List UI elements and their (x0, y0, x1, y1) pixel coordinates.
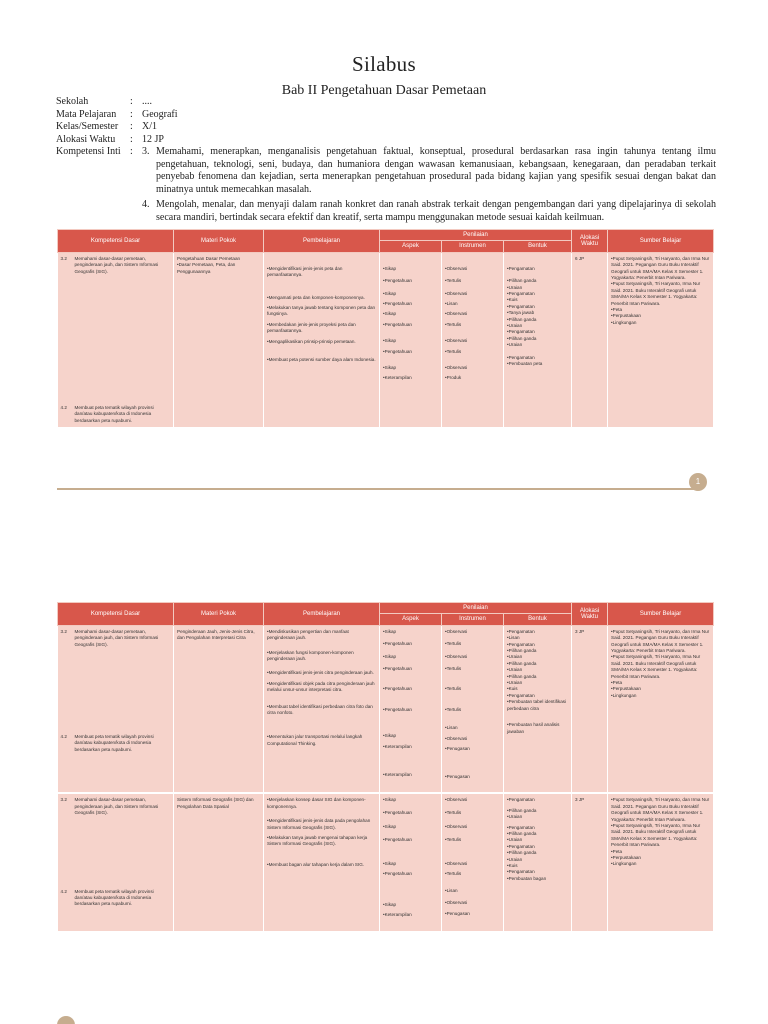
header-sumber-belajar: Sumber Belajar (608, 230, 714, 253)
header-instrumen: Instrumen (442, 241, 504, 252)
identity-block (56, 96, 716, 224)
table-row (58, 625, 714, 793)
cell-bentuk: • Pengamatan • Pilihan ganda • Uraian • Pengamatan • Kuis • Pengamatan • Tanya jawab • Pilihan ganda • Uraian • Pengamatan • Pilihan ganda • Uraian • Pengamatan • Pembuatan peta (504, 252, 572, 427)
header-bentuk: Bentuk (504, 614, 572, 625)
page-number-badge-partial (57, 1016, 75, 1024)
cell-sumber-belajar: • Puput Setyaningsih, Tri Haryanto, dan Irma Nur Said. 2021. Pegangan Guru Buku Interaktif Geografi untuk SMA/MA Kelas X Semester 1. Yogyakarta: Penerbit Intan Pariwara. • Puput Setyaningsih, Tri Haryanto, Irma Nur Said. 2021. Buku Interaktif Geografi untuk SMA/MA Kelas X Semester 1. Yogyakarta: Penerbit Intan Pariwara. • Peta • Perpustakaan • Lingkungan (608, 793, 714, 931)
header-penilaian: Penilaian (380, 603, 572, 614)
header-aspek: Aspek (380, 241, 442, 252)
meta-row-kelas: Kelas/Semester : X/1 (56, 121, 157, 132)
page-divider-line (57, 488, 697, 490)
cell-materi-pokok: Sistem Informasi Geografis (SIG) dan Pengolahan Data Spasial (174, 793, 264, 931)
document-header (0, 52, 768, 99)
meta-row-mapel: Mata Pelajaran : Geografi (56, 108, 178, 120)
cell-materi-pokok: Penginderaan Jauh, Jenis-Jenis Citra, dan Pengolahan Interpretasi Citra (174, 625, 264, 793)
header-aspek: Aspek (380, 614, 442, 625)
page-number-badge: 1 (689, 473, 707, 491)
header-pembelajaran: Pembelajaran (264, 603, 380, 626)
cell-instrumen: • Observasi • Tertulis • Observasi • Tertulis • Tertulis • Tertulis • Lisan • Observasi • Penugasan • Penugasan (442, 625, 504, 793)
header-materi-pokok: Materi Pokok (174, 603, 264, 626)
header-pembelajaran: Pembelajaran (264, 230, 380, 253)
header-sumber-belajar: Sumber Belajar (608, 603, 714, 626)
cell-aspek: • Sikap • Pengetahuan • Sikap • Pengetahuan • Sikap • Pengetahuan • Sikap • Pengetahuan • Sikap • Keterampilan (380, 252, 442, 427)
cell-sumber-belajar: • Puput Setyaningsih, Tri Haryanto, dan Irma Nur Said. 2021. Pegangan Guru Buku Interaktif Geografi untuk SMA/MA Kelas X Semester 1. Yogyakarta: Penerbit Intan Pariwara. • Puput Setyaningsih, Tri Haryanto, Irma Nur Said. 2021. Buku Interaktif Geografi untuk SMA/MA Kelas X Semester 1. Yogyakarta: Penerbit Intan Pariwara. • Peta • Perpustakaan • Lingkungan (608, 625, 714, 793)
header-instrumen: Instrumen (442, 614, 504, 625)
cell-pembelajaran: • Menjelaskan konsep dasar SIG dan komponen-komponennya. • Mengidentifikasi jenis-jenis data pada pengolahan Sistem Informasi Geografis (SIG). • Melakukan tanya jawab mengenai tahapan kerja Sistem Informasi Geografis (SIG). • Membuat bagan alur tahapan kerja dalam SIG. (264, 793, 380, 931)
cell-alokasi-waktu: 3 JP (572, 793, 608, 931)
cell-aspek: • Sikap • Pengetahuan • Sikap • Pengetahuan • Sikap • Pengetahuan • Sikap • Keterampilan (380, 793, 442, 931)
table-row (58, 793, 714, 931)
cell-kompetensi-dasar: 3.2 Memahami dasar-dasar pemetaan, penginderaan jauh, dan Sistem Informasi Geografis (SIG). 4.2 Membuat peta tematik wilayah provinsi dan/atau kabupaten/kota di Indonesia berdasarkan peta rupabumi. (58, 793, 174, 931)
meta-row-sekolah: Sekolah : .... (56, 96, 152, 107)
header-alokasi-waktu: Alokasi Waktu (572, 230, 608, 253)
chapter-subtitle: Bab II Pengetahuan Dasar Pemetaan (281, 83, 487, 98)
meta-row-alokasi: Alokasi Waktu : 12 JP (56, 133, 164, 145)
header-materi-pokok: Materi Pokok (174, 230, 264, 253)
document-title: Silabus (352, 52, 416, 76)
meta-row-kompetensi-inti: Kompetensi Inti : 3. Memahami, menerapkan, menganalisis pengetahuan faktual, konseptual, prosedural berdasarkan rasa ingin tahunya tentang ilmu pengetahuan, teknologi, seni, budaya, dan humaniora dengan wawasan kemanusiaan, kebangsaan, kenegaraan, dan peradaban terkait penyebab fenomena dan kejadian, serta menerapkan pengetahuan prosedural pada bidang kajian yang spesifik sesuai dengan bakat dan minatnya untuk memecahkan masalah. 4. Mengolah, menalar, dan menyaji dalam ranah konkret dan ranah abstrak terkait dengan pengembangan dari yang dipelajarinya di sekolah secara mandiri, bertindak secara efektif dan kreatif, serta mampu menggunakan metode sesuai kaidah keilmuan. (56, 146, 716, 223)
header-alokasi-waktu: Alokasi Waktu (572, 603, 608, 626)
cell-aspek: • Sikap • Pengetahuan • Sikap • Pengetahuan • Pengetahuan • Pengetahuan • Sikap • Keterampilan • Keterampilan (380, 625, 442, 793)
ki-item-4: 4. Mengolah, menalar, dan menyaji dalam ranah konkret dan ranah abstrak terkait dengan pengembangan dari yang dipelajarinya di sekolah secara mandiri, bertindak secara efektif dan kreatif, serta mampu menggunakan metode sesuai kaidah keilmuan. (142, 199, 716, 223)
cell-materi-pokok: Pengetahuan Dasar Pemetaan • Dasar Pemetaan, Peta, dan Penggunaannya (174, 252, 264, 427)
cell-pembelajaran: • Mengidentifikasi jenis-jenis peta dan pemanfaatannya. • Mengamati peta dan komponen-komponennya. • Melakukan tanya jawab tentang komponen peta dan fungsinya. • Membedakan jenis-jenis proyeksi peta dan pemanfaatannya. • Mengaplikasikan prinsip-prinsip pemetaan. • Membuat peta potensi sumber daya alam Indonesia. (264, 252, 380, 427)
cell-pembelajaran: • Mendiskusikan pengertian dan manfaat penginderaan jauh. • Menjelaskan fungsi komponen-komponen penginderaan jauh. • Mengidentifikasi jenis-jenis citra penginderaan jauh. • Mengidentifikasi objek pada citra penginderaan jauh melalui unsur-unsur interpretasi citra. • Membuat tabel identifikasi perbedaan citra foto dan citra nonfoto. • Menentukan jalur transportasi melalui langkah Computational Thinking. (264, 625, 380, 793)
cell-kompetensi-dasar: 3.2 Memahami dasar-dasar pemetaan, penginderaan jauh, dan Sistem Informasi Geografis (SIG). 4.2 Membuat peta tematik wilayah provinsi dan/atau kabupaten/kota di Indonesia berdasarkan peta rupabumi. (58, 252, 174, 427)
cell-instrumen: • Observasi • Tertulis • Observasi • Tertulis • Observasi • Tertulis • Lisan • Observasi • Penugasan (442, 793, 504, 931)
cell-bentuk: • Pengamatan • Pilihan ganda • Uraian • Pengamatan • Pilihan ganda • Uraian • Pengamatan • Pilihan ganda • Uraian • Kuis • Pengamatan • Pembuatan bagan (504, 793, 572, 931)
cell-alokasi-waktu: 3 JP (572, 625, 608, 793)
syllabus-table-1 (57, 229, 714, 427)
cell-bentuk: • Pengamatan • Lisan • Pengamatan • Pilihan ganda • Uraian • Pilihan ganda • Uraian • Pilihan ganda • Uraian • Kuis • Pengamatan • Pembuatan tabel identifikasi perbedaan citra • Pembuatan hasil analisis jawaban (504, 625, 572, 793)
cell-alokasi-waktu: 6 JP (572, 252, 608, 427)
syllabus-table-2 (57, 602, 714, 931)
header-penilaian: Penilaian (380, 230, 572, 241)
ki-item-3: 3. Memahami, menerapkan, menganalisis pengetahuan faktual, konseptual, prosedural berdasarkan rasa ingin tahunya tentang ilmu pengetahuan, teknologi, seni, budaya, dan humaniora dengan wawasan kemanusiaan, kebangsaan, kenegaraan, dan peradaban terkait penyebab fenomena dan kejadian, serta menerapkan pengetahuan prosedural pada bidang kajian yang spesifik sesuai dengan bakat dan minatnya untuk memecahkan masalah. (142, 146, 716, 195)
cell-sumber-belajar: • Puput Setyaningsih, Tri Haryanto, dan Irma Nur Said. 2021. Pegangan Guru Buku Interaktif Geografi untuk SMA/MA Kelas X Semester 1. Yogyakarta: Penerbit Intan Pariwara. • Puput Setyaningsih, Tri Haryanto, Irma Nur Said. 2021. Buku Interaktif Geografi untuk SMA/MA Kelas X Semester 1. Yogyakarta: Penerbit Intan Pariwara. • Peta • Perpustakaan • Lingkungan (608, 252, 714, 427)
cell-instrumen: • Observasi • Tertulis • Observasi • Lisan • Observasi • Tertulis • Observasi • Tertulis • Observasi • Produk (442, 252, 504, 427)
cell-kompetensi-dasar: 3.2 Memahami dasar-dasar pemetaan, penginderaan jauh, dan Sistem Informasi Geografis (SIG). 4.2 Membuat peta tematik wilayah provinsi dan/atau kabupaten/kota di Indonesia berdasarkan peta rupabumi. (58, 625, 174, 793)
header-kompetensi-dasar: Kompetensi Dasar (58, 230, 174, 253)
table-row (58, 252, 714, 427)
header-kompetensi-dasar: Kompetensi Dasar (58, 603, 174, 626)
header-bentuk: Bentuk (504, 241, 572, 252)
